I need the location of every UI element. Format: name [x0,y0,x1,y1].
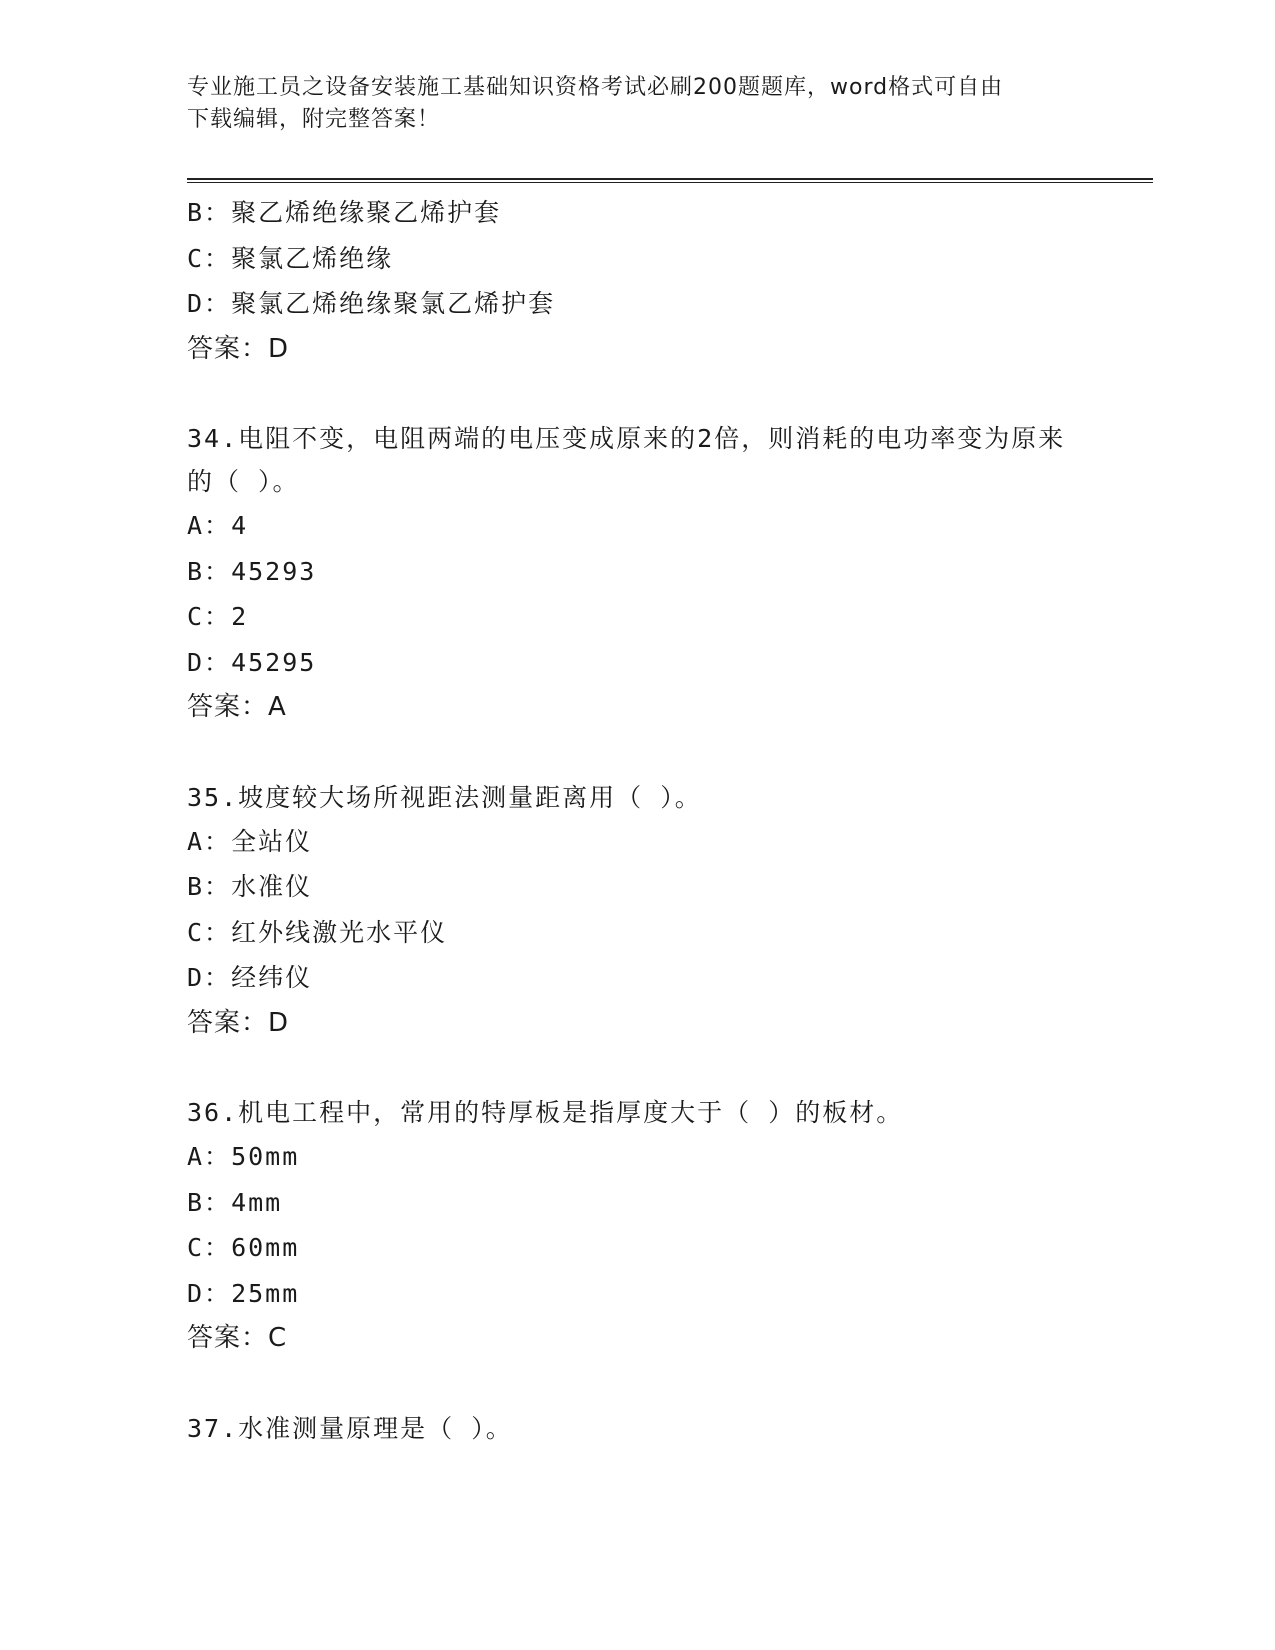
option-a: A：全站仪 [187,826,313,856]
option-b: B：水准仪 [187,872,313,901]
option-b: B：4mm [187,1187,283,1217]
option-d: D：经纬仪 [187,963,313,992]
question-37 [187,1407,1087,1450]
spacer [187,1046,1087,1091]
question-stem: 37.水准测量原理是（ ）。 [187,1413,513,1443]
question-33-tail [187,190,1087,372]
document-page [187,0,1147,1650]
option-c: C：60mm [187,1233,300,1262]
option-b: B：聚乙烯绝缘聚乙烯护套 [187,198,502,227]
option-c: C：红外线激光水平仪 [187,917,448,947]
document-header [187,72,1057,136]
spacer [187,1362,1087,1407]
option-c: C：聚氯乙烯绝缘 [187,243,394,273]
answer-line: 答案：D [187,333,290,364]
question-stem: 35.坡度较大场所视距法测量距离用（ ）。 [187,782,702,812]
option-d: D：45295 [187,647,317,677]
spacer [187,372,1087,417]
question-34 [187,417,1087,731]
question-35 [187,776,1087,1047]
question-stem: 36.机电工程中，常用的特厚板是指厚度大于（ ）的板材。 [187,1098,904,1127]
header-divider [187,178,1153,183]
question-list [187,190,1087,1450]
option-b: B：45293 [187,556,317,586]
answer-line: 答案：A [187,692,287,722]
option-d: D：聚氯乙烯绝缘聚氯乙烯护套 [187,289,556,318]
option-a: A：4 [187,511,249,540]
header-line-2: 下载编辑，附完整答案！ [187,107,441,132]
spacer [187,731,1087,776]
header-line-1: 专业施工员之设备安装施工基础知识资格考试必刷200题题库，word格式可自由 [187,75,1004,100]
option-a: A：50mm [187,1142,300,1171]
option-d: D：25mm [187,1278,300,1308]
question-stem: 34.电阻不变，电阻两端的电压变成原来的2倍，则消耗的电功率变为原来的（ ）。 [187,424,1066,496]
answer-line: 答案：C [187,1323,288,1353]
question-36 [187,1091,1087,1362]
answer-line: 答案：D [187,1007,290,1038]
option-c: C：2 [187,602,249,631]
